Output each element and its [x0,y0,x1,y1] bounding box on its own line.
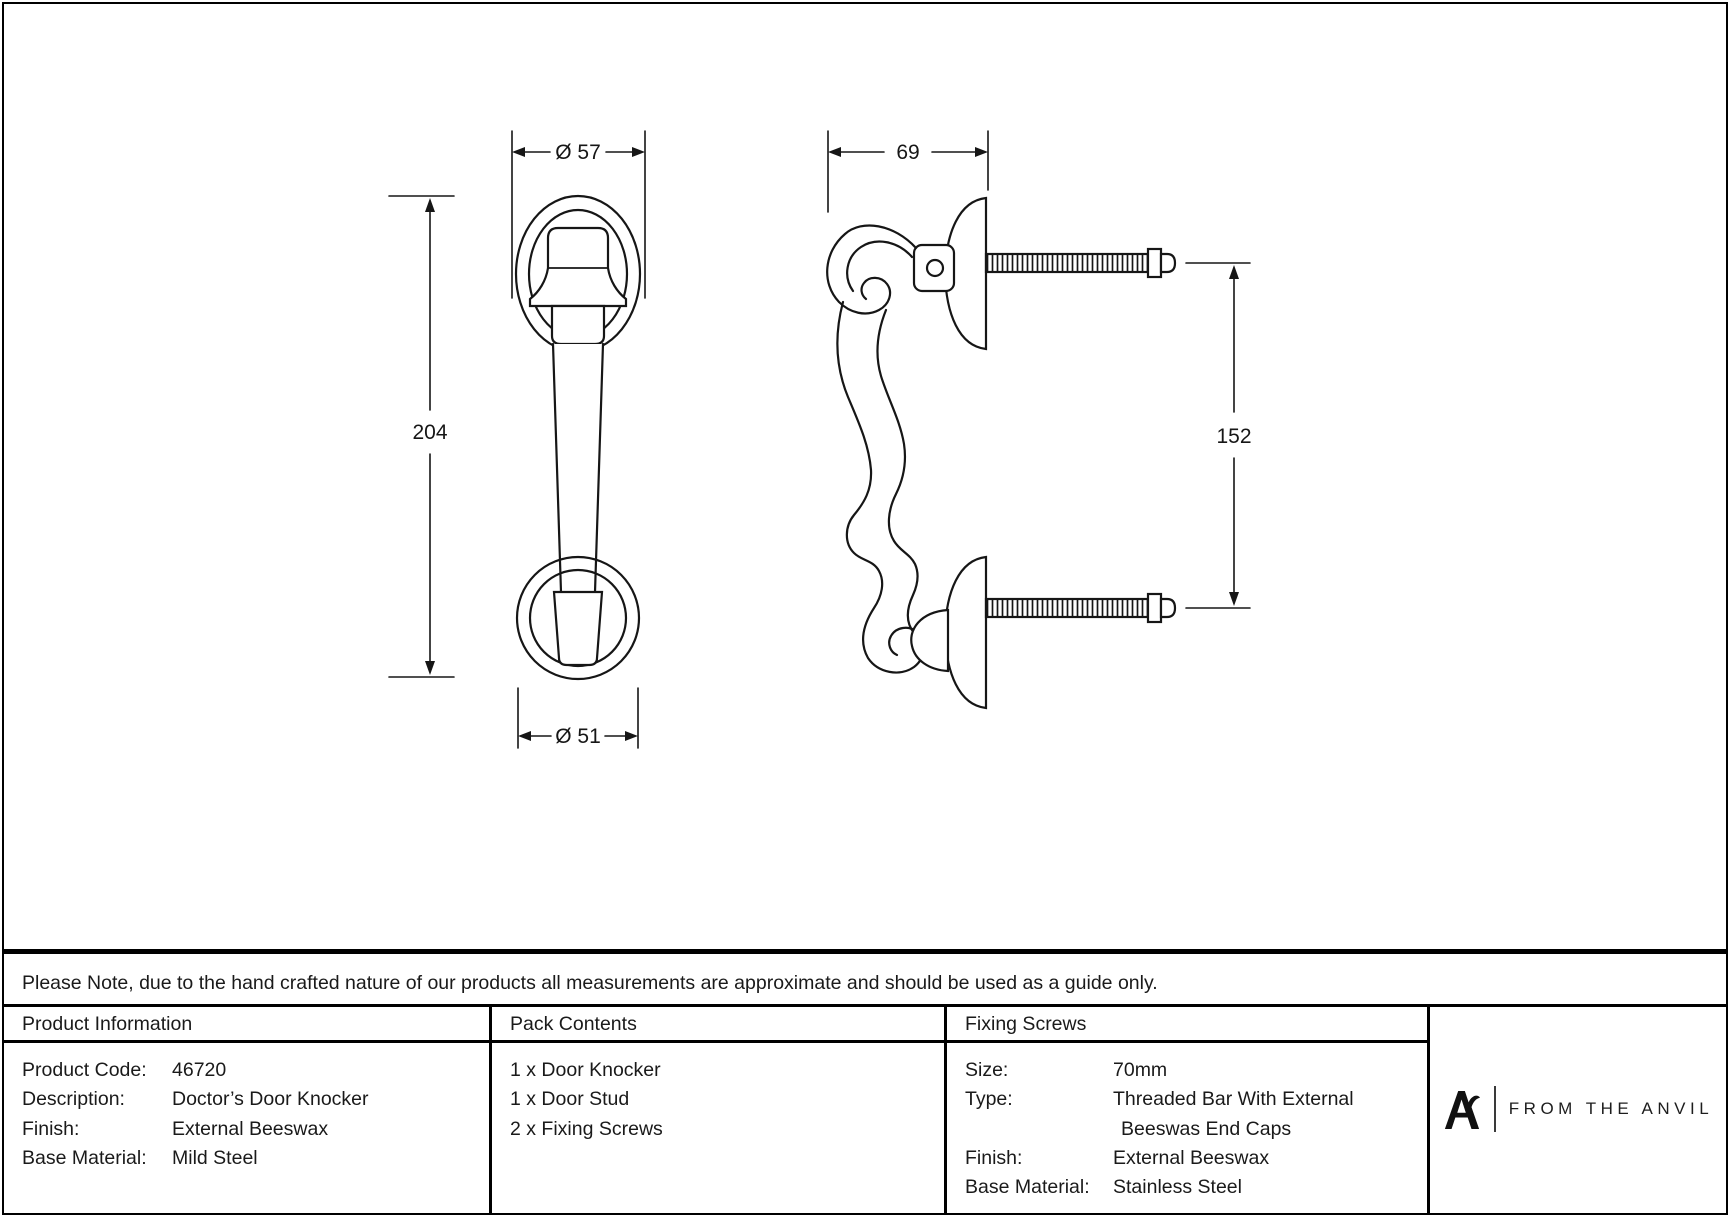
side-bottom-bar-nut [1148,594,1161,622]
screw-size-label: Size: [965,1059,1009,1081]
screw-finish-value: External Beeswax [1113,1147,1270,1169]
screw-type-label: Type: [965,1088,1013,1110]
front-stud [554,592,602,665]
side-body-outer-edge [837,302,923,673]
base-material-value: Mild Steel [172,1147,258,1169]
column-header-pack-contents: Pack Contents [510,1013,637,1035]
finish-value: External Beeswax [172,1118,329,1140]
product-code-label: Product Code: [22,1059,147,1081]
side-top-threaded-bar [986,254,1148,272]
front-knob [530,228,626,306]
header-row-bottom-border [2,1040,1430,1043]
pack-item: 1 x Door Stud [510,1088,630,1110]
screw-base-material-label: Base Material: [965,1176,1090,1198]
side-bottom-plate [945,557,986,708]
dim-label-fixing-centres: 152 [1216,425,1252,448]
side-body-inner-edge [877,310,938,646]
dim-label-height: 204 [412,421,448,444]
side-top-bar-cap [1161,254,1175,272]
column-header-product-information: Product Information [22,1013,193,1035]
dim-label-diameter-top: Ø 57 [555,141,601,164]
side-stud-dome [911,610,948,671]
dim-label-depth: 69 [896,141,920,164]
side-top-bar-nut [1148,249,1161,277]
front-neck [552,306,604,344]
product-code-value: 46720 [172,1059,227,1081]
brand-name: FROM THE ANVIL [1508,1099,1714,1118]
side-view-drawing [827,198,1175,708]
divider-pack-fixing [944,1004,947,1213]
divider-product-pack [489,1004,492,1213]
dim-label-diameter-bottom: Ø 51 [555,725,601,748]
drawing-table-separator [2,949,1728,954]
screw-finish-label: Finish: [965,1147,1023,1169]
screw-base-material-value: Stainless Steel [1113,1176,1242,1198]
base-material-label: Base Material: [22,1147,147,1169]
side-bottom-threaded-bar [986,599,1148,617]
anvil-logo-icon [1443,1088,1481,1130]
front-view-drawing [516,196,640,679]
brand-cell [1430,1006,1726,1212]
description-label: Description: [22,1088,125,1110]
side-bottom-bar-cap [1161,599,1175,617]
finish-label: Finish: [22,1118,80,1140]
screw-type-value-line2: Beeswas End Caps [1121,1118,1292,1140]
dimension-annotations [389,131,1250,748]
description-value: Doctor’s Door Knocker [172,1088,369,1110]
screw-size-value: 70mm [1113,1059,1168,1081]
side-top-scroll-inner [847,242,912,291]
side-pivot-block [914,245,954,291]
measurements-note: Please Note, due to the hand crafted nature of our products all measurements are approximate and should be used as a guide only. [22,972,1158,994]
column-header-fixing-screws: Fixing Screws [965,1013,1087,1035]
pack-item: 2 x Fixing Screws [510,1118,663,1140]
side-top-scroll-outer [827,226,916,314]
pack-item: 1 x Door Knocker [510,1059,661,1081]
brand-divider [1494,1086,1496,1132]
screw-type-value: Threaded Bar With External [1113,1088,1354,1110]
